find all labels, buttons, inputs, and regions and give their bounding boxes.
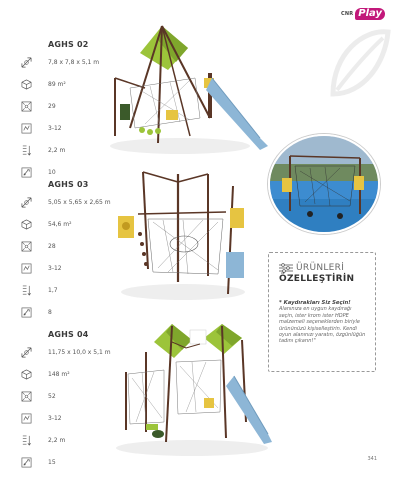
page-number: 341 (367, 456, 377, 462)
spec-row (20, 307, 111, 318)
spec-value: 3-12 (48, 125, 62, 132)
spec-row (20, 123, 99, 134)
install-time-icon (20, 457, 32, 469)
sliders-icon (279, 263, 293, 273)
fall-height-icon (20, 435, 32, 447)
area-cube-icon (20, 369, 32, 381)
fall-height-icon (20, 285, 32, 297)
spec-value: 3-12 (48, 415, 62, 422)
customize-title: ÖZELLEŞTİRİN (279, 274, 355, 284)
spec-row (20, 457, 111, 468)
logo-brand: Play (355, 8, 385, 20)
spec-row (20, 369, 111, 380)
spec-value: 1,7 (48, 287, 58, 294)
spec-row (20, 241, 111, 252)
spec-row (20, 167, 99, 178)
customize-header (279, 263, 367, 273)
playground-image-aghs-03 (108, 164, 258, 304)
dimensions-icon (20, 57, 32, 69)
spec-value: 8 (48, 309, 52, 316)
age-range-icon (20, 263, 32, 275)
spec-value: 2,2 m (48, 147, 66, 154)
spec-value: 5,05 x 5,65 x 2,65 m (48, 199, 111, 206)
customize-label: ÜRÜNLERİ (296, 263, 345, 273)
spec-value: 10 (48, 169, 56, 176)
area-cube-icon (20, 79, 32, 91)
capacity-icon (20, 241, 32, 253)
capacity-icon (20, 391, 32, 403)
spec-list (20, 57, 99, 178)
spec-row (20, 391, 111, 402)
spec-row (20, 263, 111, 274)
product-aghs-04 (20, 330, 111, 479)
spec-value: 89 m² (48, 81, 66, 88)
spec-row (20, 57, 99, 68)
spec-value: 28 (48, 243, 56, 250)
spec-value: 148 m² (48, 371, 70, 378)
product-title: AGHS 03 (48, 180, 89, 189)
spec-value: 11,75 x 10,0 x 5,1 m (48, 349, 111, 356)
spec-value: 15 (48, 459, 56, 466)
spec-row (20, 347, 111, 358)
spec-row (20, 197, 111, 208)
spec-value: 7,8 x 7,8 x 5,1 m (48, 59, 100, 66)
age-range-icon (20, 413, 32, 425)
decorative-leaf-watermark (323, 24, 393, 104)
install-time-icon (20, 307, 32, 319)
spec-value: 29 (48, 103, 56, 110)
product-title: AGHS 04 (48, 330, 89, 339)
customize-lead: * Kaydırakları Siz Seçin! (279, 300, 351, 306)
spec-value: 54,6 m² (48, 221, 72, 228)
spec-row (20, 145, 99, 156)
install-time-icon (20, 167, 32, 179)
spec-row (20, 219, 111, 230)
spec-row (20, 79, 99, 90)
fall-height-icon (20, 145, 32, 157)
dimensions-icon (20, 197, 32, 209)
playground-image-aghs-04 (106, 312, 278, 460)
product-title: AGHS 02 (48, 40, 89, 49)
logo-prefix: CNR (340, 11, 354, 17)
playground-image-aghs-02 (100, 18, 272, 158)
age-range-icon (20, 123, 32, 135)
spec-value: 52 (48, 393, 56, 400)
dimensions-icon (20, 347, 32, 359)
customize-info-box (268, 252, 376, 372)
area-cube-icon (20, 219, 32, 231)
capacity-icon (20, 101, 32, 113)
customize-text (279, 300, 367, 345)
spec-row (20, 101, 99, 112)
spec-row (20, 435, 111, 446)
spec-row (20, 285, 111, 296)
product-aghs-03 (20, 180, 111, 329)
spec-value: 3-12 (48, 265, 62, 272)
customize-body-text: Alanınıza en uygun kaydırağı seçin, ister krom ister HDPE malzemeli seçeneklerden biriyle ürününüzü kişiselleştirin. Kendi oyun alanınızı yaratın, özgünlüğün tadını çıkarın!" (279, 306, 366, 345)
spec-row (20, 413, 111, 424)
brand-logo (341, 8, 385, 20)
spec-list (20, 197, 111, 318)
product-aghs-02 (20, 40, 99, 189)
installation-photo (268, 134, 380, 234)
spec-value: 2,2 m (48, 437, 66, 444)
installation-photo-scene (270, 136, 380, 234)
spec-list (20, 347, 111, 468)
